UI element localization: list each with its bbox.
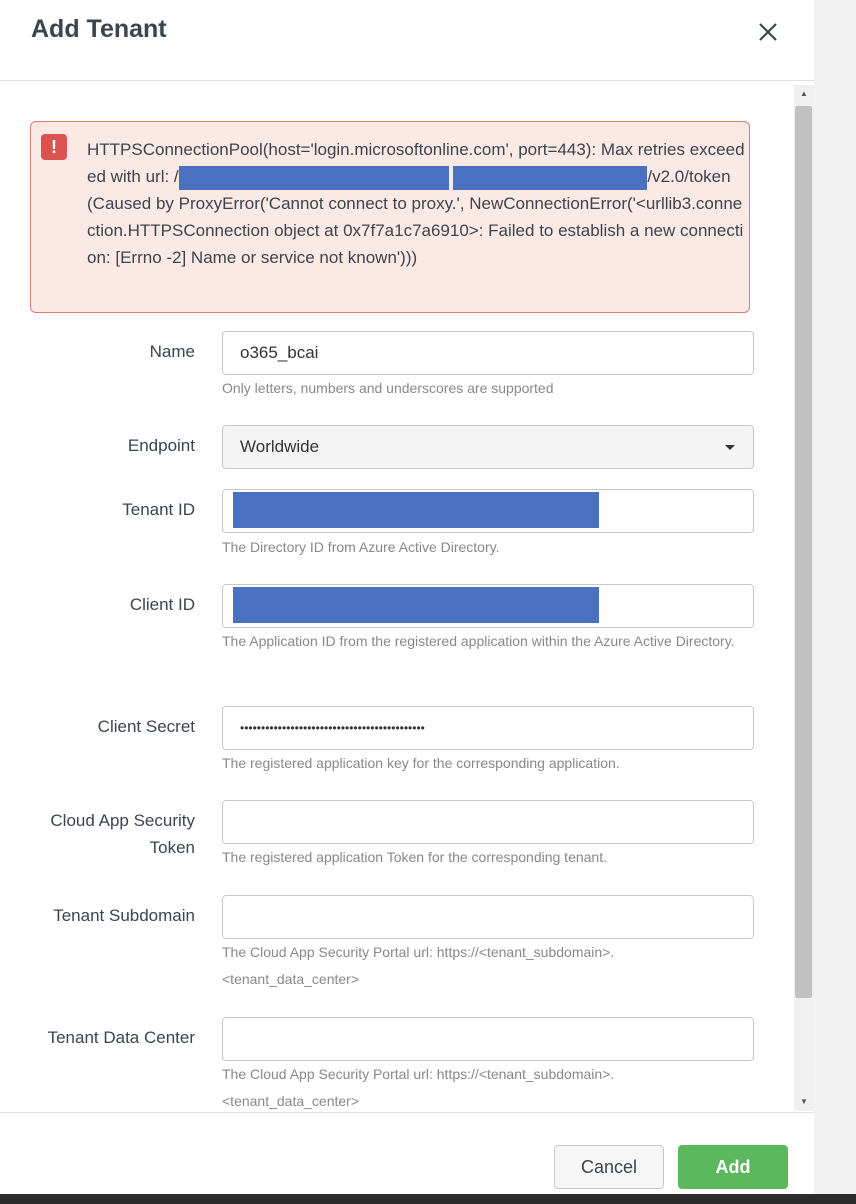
error-text-part1: HTTPSConnectionPool(host='login.microsoftonline.com', port=443): Max retries exceeded with url: / <box>87 140 745 186</box>
background-strip <box>814 0 856 1204</box>
add-button[interactable]: Add <box>678 1145 788 1189</box>
redacted-block <box>179 166 449 190</box>
vertical-scrollbar[interactable] <box>794 85 814 1111</box>
redacted-block <box>453 166 647 190</box>
tenant-id-label: Tenant ID <box>122 500 195 519</box>
cas-token-label-line1: Cloud App Security <box>50 811 195 830</box>
error-message <box>87 136 747 271</box>
dialog-body <box>6 85 792 1111</box>
name-input[interactable]: o365_bcai <box>222 331 754 375</box>
error-icon: ! <box>41 134 67 160</box>
tenant-data-center-input[interactable] <box>222 1017 754 1061</box>
client-secret-input[interactable]: •••••••••••••••••••••••••••••••••••••••••••• <box>222 706 754 750</box>
error-text-part2: /v2.0/token (Caused by ProxyError('Cannot connect to proxy.', NewConnectionError('<urllib3.connection.HTTPSConnection object at 0x7f7a1c7a6910>: Failed to establish a new connection: [Errno -2] Name or service not known'))) <box>87 167 744 267</box>
scroll-up-arrow-icon[interactable]: ▲ <box>800 89 808 98</box>
cas-token-label <box>15 809 195 860</box>
redacted-block <box>233 587 599 623</box>
scroll-down-arrow-icon[interactable]: ▼ <box>800 1097 808 1106</box>
redacted-block <box>233 492 599 528</box>
cas-token-help: The registered application Token for the corresponding tenant. <box>222 849 607 865</box>
endpoint-label: Endpoint <box>127 436 195 455</box>
client-id-input[interactable] <box>222 584 754 628</box>
background-strip <box>0 1194 856 1204</box>
tenant-data-center-help: The Cloud App Security Portal url: https://<tenant_subdomain>.<tenant_data_center> <box>222 1066 615 1109</box>
tenant-id-input[interactable] <box>222 489 754 533</box>
cancel-button[interactable]: Cancel <box>554 1145 664 1189</box>
cas-token-label-line2: Token <box>149 838 195 857</box>
dialog-footer <box>0 1112 814 1195</box>
client-secret-label: Client Secret <box>97 717 195 736</box>
dialog-title: Add Tenant <box>31 15 167 43</box>
name-help: Only letters, numbers and underscores are supported <box>222 380 554 396</box>
error-alert <box>30 121 750 313</box>
name-label: Name <box>149 342 195 361</box>
client-secret-help: The registered application key for the corresponding application. <box>222 755 620 771</box>
tenant-data-center-label: Tenant Data Center <box>47 1028 195 1047</box>
cas-token-input[interactable] <box>222 800 754 844</box>
scroll-thumb[interactable] <box>795 106 812 998</box>
caret-down-icon <box>725 445 735 450</box>
endpoint-select[interactable] <box>222 425 754 469</box>
close-button[interactable] <box>752 16 784 48</box>
tenant-subdomain-label: Tenant Subdomain <box>53 906 195 925</box>
endpoint-value: Worldwide <box>240 437 320 456</box>
client-id-label: Client ID <box>129 595 195 614</box>
tenant-id-help: The Directory ID from Azure Active Directory. <box>222 539 500 555</box>
client-id-help: The Application ID from the registered application within the Azure Active Directory. <box>222 633 735 649</box>
close-icon <box>752 16 784 48</box>
tenant-subdomain-input[interactable] <box>222 895 754 939</box>
dialog-header <box>0 0 814 81</box>
tenant-subdomain-help: The Cloud App Security Portal url: https://<tenant_subdomain>.<tenant_data_center> <box>222 944 615 987</box>
